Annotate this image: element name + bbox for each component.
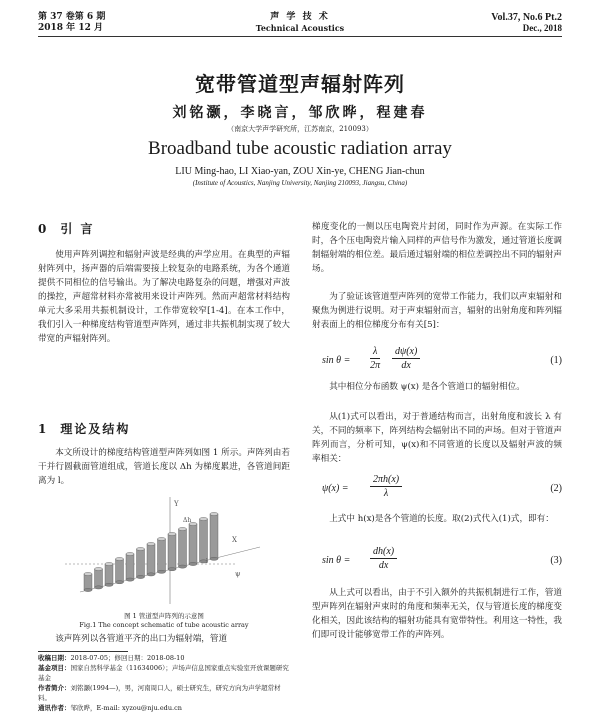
tube-body [210, 514, 218, 559]
issue-date: 2018 年 12 月 [38, 23, 103, 33]
footnote-rule [38, 651, 128, 652]
eq1-lhs: sin θ = [322, 355, 351, 366]
right-paragraph-4: 从(1)式可以看出，对于普通结构而言，出射角度和波长 λ 有关，不同的频率下，阵列结构会辐射出不同的声场。但对于管道声阵列而言，分析可知，ψ(x)和不同管道的长度以及辐射声波的频率相关： [312, 412, 562, 464]
eq1-num: λ [373, 346, 378, 357]
journal-volume [491, 12, 562, 34]
tube-body [105, 564, 113, 585]
tube-cap [137, 547, 145, 550]
label-l: l [206, 558, 208, 565]
authors-zh: 刘铭灏，李晓言，邹欣晔，程建春 [172, 105, 428, 121]
section-number: 1 [38, 422, 49, 436]
figure-caption-zh: 图 1 管道型声阵列的示意图 [124, 612, 204, 620]
tube-base [158, 570, 166, 573]
tube-base [189, 562, 197, 565]
tube-base [84, 588, 92, 591]
contact-label: 通讯作者： [38, 704, 71, 712]
tube-base [137, 575, 145, 578]
figure-tube-array [60, 492, 270, 610]
right-paragraph-2: 为了验证该管道型声阵列的宽带工作能力，我们以声束辐射和聚焦为例进行说明。对于声束辐射而言，辐射的出射角度和阵列辐射表面上的相位梯度分布有关[5]： [312, 292, 562, 330]
right-paragraph-5: 上式中 h(x)是各个管道的长度。取(2)式代入(1)式，即有： [329, 514, 554, 524]
journal-issue [38, 12, 105, 34]
eq1-den: 2π [370, 360, 381, 371]
eq2-num: 2πh(x) [373, 474, 400, 485]
eq3-lhs: sin θ = [322, 555, 351, 566]
section-number: 0 [38, 222, 49, 236]
tube-cap [95, 567, 103, 570]
tube-base [95, 586, 103, 589]
equation-2 [312, 474, 562, 504]
eq3-den: dx [378, 560, 389, 571]
tube-cap [116, 557, 124, 560]
right-paragraph-1: 梯度变化的一侧以压电陶瓷片封闭，同时作为声源。在实际工作时，各个压电陶瓷片输入同样的声信号作为激发，通过管道长度调制辐射端的相位差。最后通过辐射端的相位差调控出不同的辐射声场。 [312, 222, 562, 274]
equation-1 [312, 346, 562, 376]
label-y: Y [174, 500, 179, 508]
tube-cap [168, 532, 176, 535]
eq2-number: (2) [550, 483, 562, 494]
right-paragraph-3: 其中相位分布函数 ψ(x) 是各个管道口的辐射相位。 [329, 382, 525, 392]
received-date: 2018-07-05；修回日期：2018-08-10 [70, 654, 185, 662]
tube-base [126, 578, 134, 581]
authors-en: LIU Ming-hao, LI Xiao-yan, ZOU Xin-ye, CHENG Jian-chun [175, 166, 425, 177]
tube-body [179, 529, 187, 567]
eq1-num2: dψ(x) [395, 346, 418, 357]
tube-cap [147, 542, 155, 545]
section-title: 理论及结构 [60, 422, 131, 436]
tube-cap [200, 517, 208, 520]
label-x: X [232, 536, 237, 544]
title-zh: 宽带管道型声辐射阵列 [195, 72, 405, 96]
tube-body [95, 569, 103, 587]
figure-caption [38, 612, 290, 630]
journal-name-en: Technical Acoustics [255, 23, 345, 33]
eq1-fraction-2 [392, 346, 420, 371]
fund-label: 基金项目： [38, 664, 71, 672]
author-label: 作者简介： [38, 684, 71, 692]
tube-cap [105, 562, 113, 565]
eq2-den: λ [383, 488, 389, 499]
affiliation-zh: （南京大学声学研究所，江苏南京，210093） [227, 125, 373, 133]
tube-body [168, 534, 176, 569]
tube-base [210, 557, 218, 560]
eq1-fraction-1 [370, 346, 380, 371]
tube-cap [158, 537, 166, 540]
volume-en: Vol.37, No.6 Pt.2 [491, 12, 562, 23]
figure-caption-en: Fig.1 The concept schematic of tube acoustic array [79, 621, 249, 629]
label-dh: Δh [183, 517, 192, 524]
eq2-lhs: ψ(x) = [322, 483, 349, 494]
tube-base [116, 581, 124, 584]
contact-email: 邹欣晔，E-mail: xyzou@nju.edu.cn [70, 704, 182, 712]
received-label: 收稿日期： [38, 654, 71, 662]
tube-body [200, 519, 208, 561]
title-en: Broadband tube acoustic radiation array [148, 138, 452, 159]
section-theory-heading [38, 420, 290, 437]
section-intro-heading [38, 220, 290, 237]
right-paragraph-6: 从上式可以看出，由于不引入额外的共振机制进行工作，管道型声阵列在辐射声束时的角度和频率无关，仅与管道长度的梯度变化相关，因此该结构的辐射功能具有宽带特性。利用这一特性，我们即可设计能够宽带工作的声阵列。 [312, 588, 562, 640]
equation-3 [312, 546, 562, 576]
after-figure-paragraph: 该声阵列以各管道平齐的出口为辐射端，管道 [55, 634, 228, 644]
fund-text: 国家自然科学基金（11634006）；声场声信息国家重点实验室开放课题研究基金 [38, 664, 289, 682]
author-bio: 刘铭灏(1994—)，男，河南周口人，硕士研究生，研究方向为声学超常材料。 [38, 684, 281, 702]
tube-body [137, 549, 145, 577]
tube-body [116, 559, 124, 582]
tube-body [158, 539, 166, 572]
journal-name [200, 12, 400, 34]
header-rule [38, 36, 562, 37]
tube-cap [84, 572, 92, 575]
issue-volume: 第 37 卷第 6 期 [38, 12, 106, 22]
affiliation-en: (Institute of Acoustics, Nanjing University, Nanjing 210093, Jiangsu, China) [192, 179, 408, 187]
eq1-number: (1) [550, 355, 562, 366]
eq3-fraction [370, 546, 397, 571]
eq3-number: (3) [550, 555, 562, 566]
eq1-den2: dx [401, 360, 411, 371]
tube-base [105, 583, 113, 586]
date-en: Dec., 2018 [522, 23, 562, 33]
intro-paragraph: 使用声阵列调控和辐射声波是经典的声学应用。在典型的声辐射阵列中，扬声器的后端需要接上较复杂的电路系统，为各个通道提供不同相位的信号输出。为了解决电路复杂的问题，增强对声波的操控，声超常材料亦常被用来设计声阵列。然而声超常材料结构单元大多采用共振机制设计，工作带宽较窄[1-4]。在本工作中，我们引入一种梯度结构管道型声阵列，通过非共振机制实现了较大带宽的声辐射阵列。 [38, 250, 290, 344]
tube-body [189, 524, 197, 564]
tube-body [147, 544, 155, 574]
theory-paragraph: 本文所设计的梯度结构管道型声阵列如图 1 所示。声阵列由若干并行圆截面管道组成，管道长度以 Δh 为梯度累进，各管道间距离为 l。 [38, 448, 290, 486]
tube-body [126, 554, 134, 580]
tube-base [179, 565, 187, 568]
label-psi: ψ [235, 570, 241, 578]
tube-cap [179, 527, 187, 530]
footnotes [38, 653, 290, 713]
journal-name-zh: 声 学 技 术 [270, 12, 330, 22]
tube-base [168, 568, 176, 571]
eq2-fraction [370, 474, 402, 499]
tube-cap [210, 512, 218, 515]
tube-base [147, 573, 155, 576]
eq3-num: dh(x) [373, 546, 395, 557]
tube-body [84, 574, 92, 590]
section-title: 引 言 [60, 222, 95, 236]
tube-group [84, 512, 218, 591]
tube-cap [126, 552, 134, 555]
